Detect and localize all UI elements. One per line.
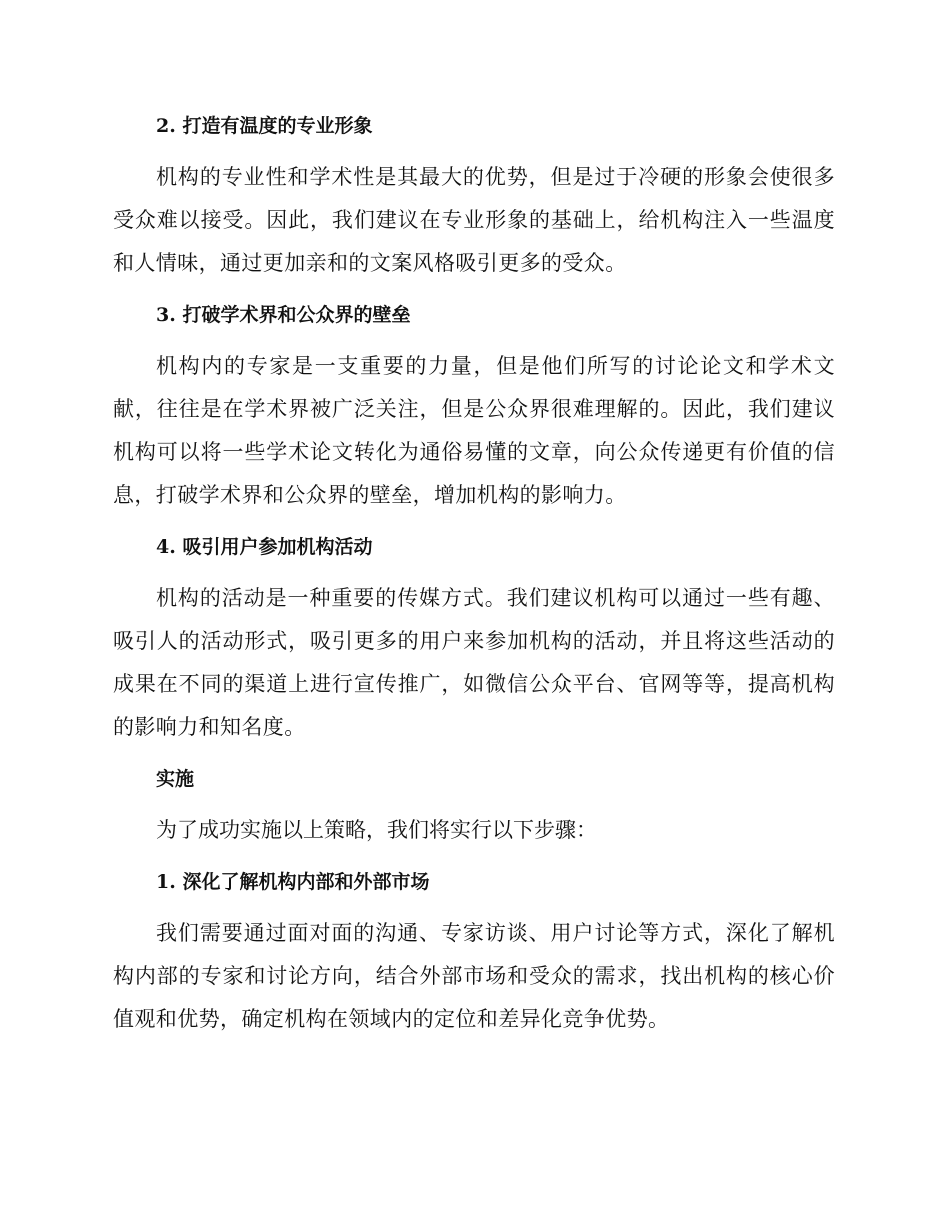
implementation-intro: 为了成功实施以上策略，我们将实行以下步骤： (156, 818, 597, 842)
step1-heading: 1. 深化了解机构内部和外部市场 (156, 871, 430, 893)
step1-body: 我们需要通过面对面的沟通、专家访谈、用户讨论等方式，深化了解机构内部的专家和讨论方向，结合外部市场和受众的需求，找出机构的核心价值观和优势，确定机构在领域内的定位和差异化竞争优势。 (113, 921, 835, 1031)
implementation-heading: 实施 (156, 768, 195, 790)
section-heading-user-activities: 4. 吸引用户参加机构活动 (156, 536, 373, 558)
section-heading-break-barrier: 3. 打破学术界和公众界的壁垒 (156, 304, 411, 326)
section-body-warm-image: 机构的专业性和学术性是其最大的优势，但是过于冷硬的形象会使很多受众难以接受。因此，我们建议在专业形象的基础上，给机构注入一些温度和人情味，通过更加亲和的文案风格吸引更多的受众。 (113, 165, 835, 275)
section-body-user-activities: 机构的活动是一种重要的传媒方式。我们建议机构可以通过一些有趣、吸引人的活动形式，吸引更多的用户来参加机构的活动，并且将这些活动的成果在不同的渠道上进行宣传推广，如微信公众平台、官网等等，提高机构的影响力和知名度。 (113, 586, 835, 739)
section-heading-warm-image: 2. 打造有温度的专业形象 (156, 115, 373, 137)
document-page (113, 110, 835, 1041)
section-body-break-barrier: 机构内的专家是一支重要的力量，但是他们所写的讨论论文和学术文献，往往是在学术界被广泛关注，但是公众界很难理解的。因此，我们建议机构可以将一些学术论文转化为通俗易懂的文章，向公众传递更有价值的信息，打破学术界和公众界的壁垒，增加机构的影响力。 (113, 354, 835, 507)
